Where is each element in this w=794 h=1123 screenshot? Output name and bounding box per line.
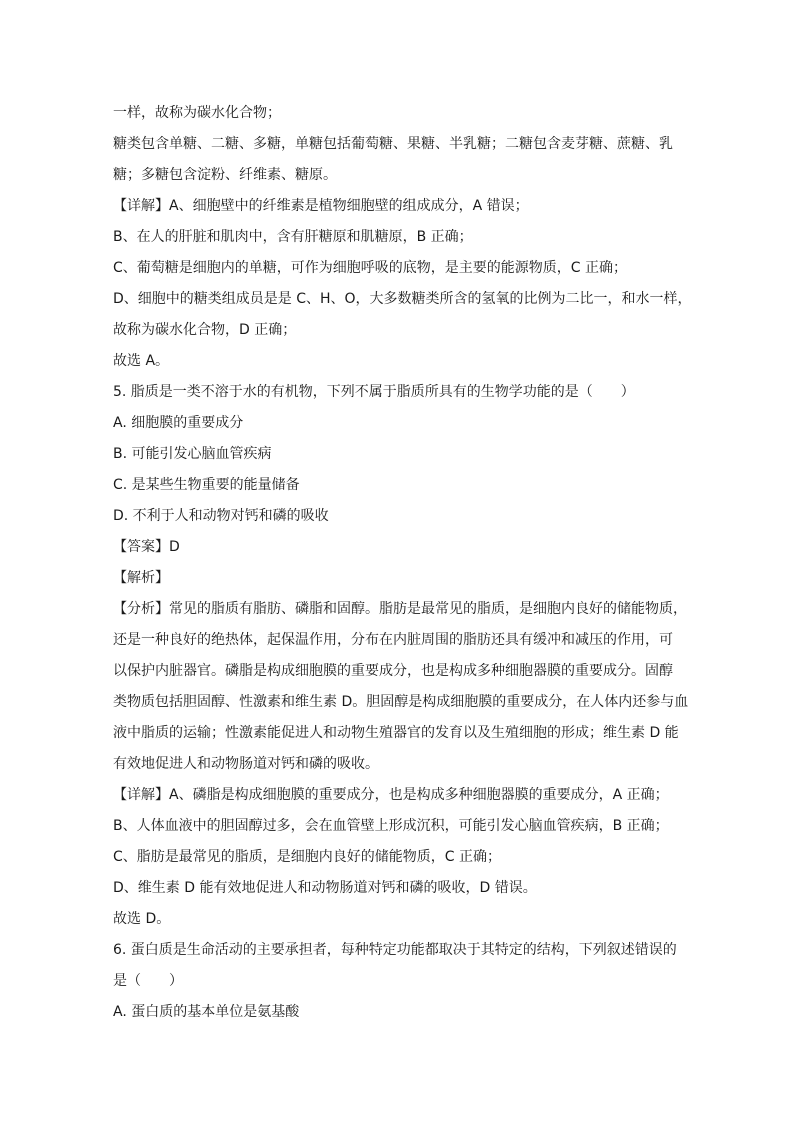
question-6-stem-2: 是（ ） <box>113 973 183 989</box>
text-line-1: 一样，故称为碳水化合物； <box>113 105 281 121</box>
detail-line-1: 【详解】A、磷脂是构成细胞膜的重要成分，也是构成多种细胞器膜的重要成分，A 正确； <box>113 787 669 803</box>
analysis-line-5: 液中脂质的运输；性激素能促进人和动物生殖器官的发育以及生殖细胞的形成；维生素 D 能 <box>113 725 679 741</box>
text-line-2: 糖类包含单糖、二糖、多糖，单糖包括葡萄糖、果糖、半乳糖；二糖包含麦芽糖、蔗糖、乳 <box>113 136 673 152</box>
analysis-line-3: 以保护内脏器官。磷脂是构成细胞膜的重要成分，也是构成多种细胞器膜的重要成分。固醇 <box>113 663 673 679</box>
answer-label: 【答案】D <box>113 539 180 555</box>
answer-choice-line-2: 故选 D。 <box>113 911 171 927</box>
text-line-5: B、在人的肝脏和肌肉中，含有肝糖原和肌糖原，B 正确； <box>113 229 473 245</box>
question-5-option-d: D. 不利于人和动物对钙和磷的吸收 <box>113 508 329 524</box>
text-line-7: D、细胞中的糖类组成员是是 C、H、O，大多数糖类所含的氢氧的比例为二比一，和水一样， <box>113 291 692 307</box>
detail-line-2: B、人体血液中的胆固醇过多，会在血管壁上形成沉积，可能引发心脑血管疾病，B 正确； <box>113 818 669 834</box>
analysis-line-6: 有效地促进人和动物肠道对钙和磷的吸收。 <box>113 756 379 772</box>
text-line-8: 故称为碳水化合物，D 正确； <box>113 322 297 338</box>
analysis-line-4: 类物质包括胆固醇、性激素和维生素 D。胆固醇是构成细胞膜的重要成分，在人体内还参与血 <box>113 694 689 710</box>
text-line-3: 糖；多糖包含淀粉、纤维素、糖原。 <box>113 167 337 183</box>
text-line-6: C、葡萄糖是细胞内的单糖，可作为细胞呼吸的底物，是主要的能源物质，C 正确； <box>113 260 627 276</box>
analysis-label: 【解析】 <box>113 570 169 586</box>
question-6-stem-1: 6. 蛋白质是生命活动的主要承担者，每种特定功能都取决于其特定的结构，下列叙述错误的 <box>113 942 677 958</box>
question-6-option-a: A. 蛋白质的基本单位是氨基酸 <box>113 1004 300 1020</box>
analysis-line-1: 【分析】常见的脂质有脂肪、磷脂和固醇。脂肪是最常见的脂质，是细胞内良好的储能物质， <box>113 601 687 617</box>
detail-line-4: D、维生素 D 能有效地促进人和动物肠道对钙和磷的吸收，D 错误。 <box>113 880 537 896</box>
analysis-line-2: 还是一种良好的绝热体，起保温作用，分布在内脏周围的脂肪还具有缓冲和减压的作用，可 <box>113 632 673 648</box>
explanation-detail-heading: 【详解】A、细胞壁中的纤维素是植物细胞壁的组成成分，A 错误； <box>113 198 529 214</box>
answer-choice-line: 故选 A。 <box>113 353 170 369</box>
question-5-option-c: C. 是某些生物重要的能量储备 <box>113 477 300 493</box>
question-5-option-a: A. 细胞膜的重要成分 <box>113 415 244 431</box>
question-5-stem: 5. 脂质是一类不溶于水的有机物，下列不属于脂质所具有的生物学功能的是（ ） <box>113 384 635 400</box>
detail-line-3: C、脂肪是最常见的脂质，是细胞内良好的储能物质，C 正确； <box>113 849 501 865</box>
question-5-option-b: B. 可能引发心脑血管疾病 <box>113 446 272 462</box>
